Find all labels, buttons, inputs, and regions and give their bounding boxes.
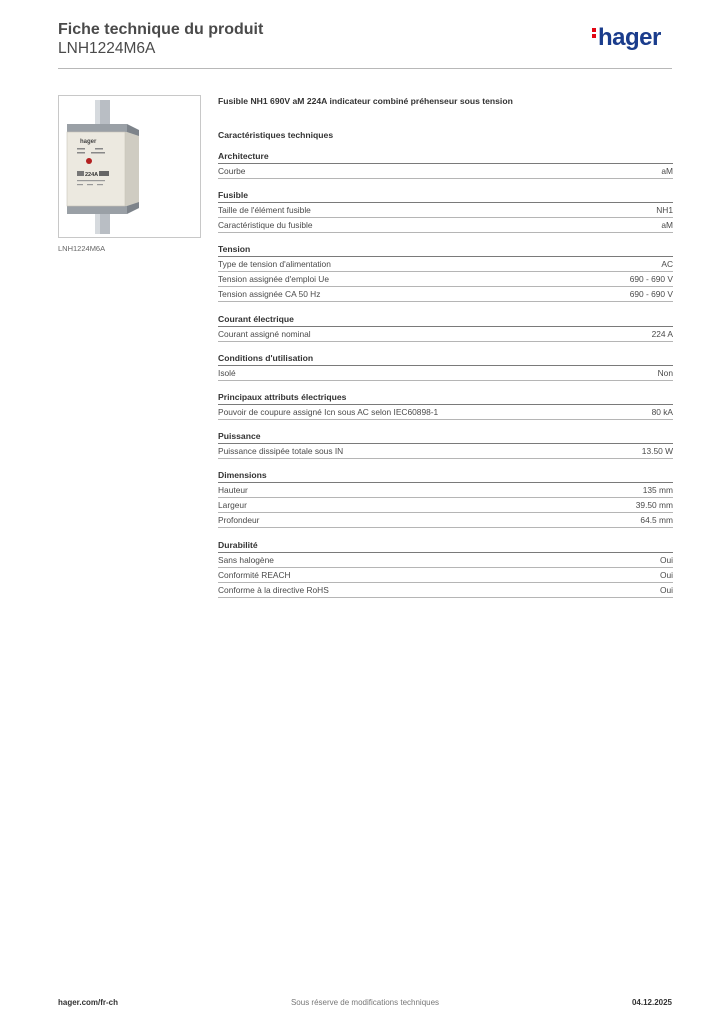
spec-row xyxy=(218,583,673,598)
header-divider xyxy=(58,68,672,69)
image-caption: LNH1224M6A xyxy=(58,244,106,253)
spec-value: Oui xyxy=(659,585,673,595)
spec-value: 135 mm xyxy=(642,485,673,495)
spec-row xyxy=(218,287,673,302)
spec-label: Conformité REACH xyxy=(218,570,291,580)
spec-value: 39.50 mm xyxy=(635,500,673,510)
spec-row xyxy=(218,218,673,233)
spec-label: Taille de l'élément fusible xyxy=(218,205,311,215)
spec-label: Pouvoir de coupure assigné Icn sous AC selon IEC60898-1 xyxy=(218,407,439,417)
spec-value: aM xyxy=(661,166,673,176)
spec-section-puissance xyxy=(218,430,673,459)
section-title: Durabilité xyxy=(218,539,673,553)
hager-logo[interactable] xyxy=(592,26,661,50)
spec-label: Largeur xyxy=(218,500,247,510)
spec-section-dimensions xyxy=(218,469,673,528)
spec-label: Puissance dissipée totale sous IN xyxy=(218,446,344,456)
spec-section-fusible xyxy=(218,189,673,233)
fuse-brand-label: hager xyxy=(80,139,97,145)
specs-heading: Caractéristiques techniques xyxy=(218,130,334,140)
product-image xyxy=(58,95,201,238)
spec-row xyxy=(218,444,673,459)
spec-value: 690 - 690 V xyxy=(629,289,673,299)
spec-label: Tension assignée d'emploi Ue xyxy=(218,274,330,284)
spec-section-tension xyxy=(218,243,673,302)
spec-row xyxy=(218,272,673,287)
fuse-illustration xyxy=(59,96,200,237)
section-title: Puissance xyxy=(218,430,673,444)
page-title: Fiche technique du produit xyxy=(58,21,264,38)
section-title: Conditions d'utilisation xyxy=(218,352,673,366)
spec-label: Sans halogène xyxy=(218,555,274,565)
spec-label: Isolé xyxy=(218,368,236,378)
spec-section-courant xyxy=(218,313,673,342)
spec-value: Oui xyxy=(659,570,673,580)
section-title: Architecture xyxy=(218,150,673,164)
spec-value: NH1 xyxy=(656,205,673,215)
spec-row xyxy=(218,568,673,583)
spec-row xyxy=(218,405,673,420)
section-title: Courant électrique xyxy=(218,313,673,327)
footer-notice: Sous réserve de modifications techniques xyxy=(290,998,440,1007)
spec-row xyxy=(218,203,673,218)
spec-label: Courant assigné nominal xyxy=(218,329,311,339)
spec-content xyxy=(218,96,673,608)
logo-text: hager xyxy=(598,24,661,51)
spec-value: 224 A xyxy=(651,329,673,339)
spec-value: 13.50 W xyxy=(641,446,673,456)
spec-row xyxy=(218,553,673,568)
spec-label: Courbe xyxy=(218,166,246,176)
section-title: Dimensions xyxy=(218,469,673,483)
section-title: Tension xyxy=(218,243,673,257)
spec-label: Caractéristique du fusible xyxy=(218,220,313,230)
footer-date: 04.12.2025 xyxy=(631,998,672,1007)
product-reference: LNH1224M6A xyxy=(58,40,156,57)
spec-value: Non xyxy=(657,368,673,378)
product-description: Fusible NH1 690V aM 224A indicateur combiné préhenseur sous tension xyxy=(218,96,513,106)
section-title: Principaux attributs électriques xyxy=(218,391,673,405)
spec-label: Hauteur xyxy=(218,485,248,495)
logo-dots-icon xyxy=(592,26,597,40)
section-title: Fusible xyxy=(218,189,673,203)
spec-value: AC xyxy=(661,259,673,269)
footer-website-link[interactable]: hager.com/fr-ch xyxy=(58,998,119,1007)
spec-section-conditions xyxy=(218,352,673,381)
spec-row xyxy=(218,498,673,513)
spec-row xyxy=(218,327,673,342)
spec-value: 690 - 690 V xyxy=(629,274,673,284)
spec-label: Type de tension d'alimentation xyxy=(218,259,331,269)
spec-section-durabilite xyxy=(218,539,673,598)
spec-label: Tension assignée CA 50 Hz xyxy=(218,289,321,299)
fuse-rating-label: 224A xyxy=(85,172,99,178)
spec-row xyxy=(218,257,673,272)
spec-label: Conforme à la directive RoHS xyxy=(218,585,329,595)
spec-row xyxy=(218,513,673,528)
spec-label: Profondeur xyxy=(218,515,260,525)
spec-value: aM xyxy=(661,220,673,230)
spec-row xyxy=(218,164,673,179)
spec-value: 80 kA xyxy=(651,407,673,417)
spec-section-attributs xyxy=(218,391,673,420)
spec-value: Oui xyxy=(659,555,673,565)
spec-section-architecture xyxy=(218,150,673,179)
spec-row xyxy=(218,366,673,381)
spec-row xyxy=(218,483,673,498)
spec-value: 64.5 mm xyxy=(640,515,673,525)
